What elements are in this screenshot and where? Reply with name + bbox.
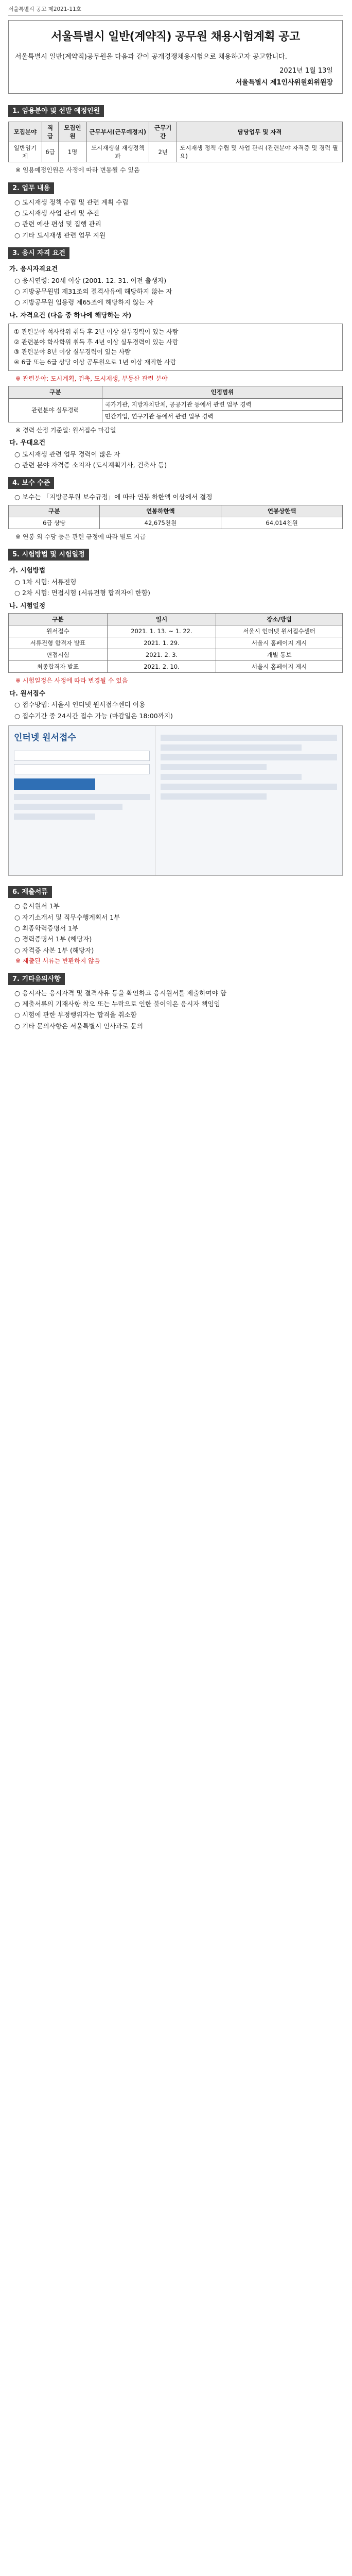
placeholder-row [14,804,122,810]
table-row [9,142,343,162]
placeholder-row [161,735,337,741]
list-item: ① 관련분야 석사학위 취득 후 2년 이상 실무경력이 있는 사람 [14,328,179,336]
qualification-box [8,324,343,371]
section-heading-1: 1. 임용분야 및 선발 예정인원 [8,105,104,117]
table-cell: 서울시 홈페이지 게시 [216,661,343,673]
placeholder-field [14,751,150,761]
subsection-title: 나. 시험일정 [9,601,45,609]
section-heading-4: 4. 보수 수준 [8,477,54,489]
list-item: ○ 시험에 관한 부정행위자는 합격을 취소함 [14,1011,137,1019]
table-row [9,637,343,649]
table-cell: 면접시험 [9,649,108,661]
table-row [9,517,343,529]
list-item: ○ 제출서류의 기재사항 착오 또는 누락으로 인한 불이익은 응시자 책임임 [14,999,220,1008]
section-heading-3: 3. 응시 자격 요건 [8,247,69,259]
list-item: ○ 2차 시험: 면접시험 (서류전형 합격자에 한함) [14,589,150,597]
schedule-table [8,613,343,673]
experience-table [8,386,343,422]
list-item: ② 관련분야 학사학위 취득 후 4년 이상 실무경력이 있는 사람 [14,338,179,346]
table-header: 모집인원 [59,122,86,142]
placeholder-row [14,794,150,800]
list-item: ○ 도시재생 사업 관리 및 추진 [14,209,99,217]
list-item: ○ 접수기간 중 24시간 접수 가능 (마감일은 18:00까지) [14,711,173,720]
table-row [9,661,343,673]
table-cell: 42,675천원 [100,517,221,529]
table-cell: 도시재생 정책 수립 및 사업 관리 (관련분야 자격증 및 경력 필요) [177,142,343,162]
table-header: 모집분야 [9,122,42,142]
table-cell: 관련분야 실무경력 [9,398,102,422]
list-item: ○ 응시자는 응시자격 및 결격사유 등을 확인하고 응시원서를 제출하여야 함 [14,989,226,997]
table-row [9,649,343,661]
list-item: ○ 경력증명서 1부 (해당자) [14,935,92,943]
table-cell: 일반임기제 [9,142,42,162]
placeholder-row [161,793,267,800]
section-heading-2: 2. 업무 내용 [8,182,54,194]
table-header: 연봉상한액 [221,505,343,517]
list-item: ○ 지방공무원 임용령 제65조에 해당하지 않는 자 [14,298,154,307]
table-cell: 6급 [42,142,59,162]
recruitment-table [8,122,343,162]
table-note: ※ 임용예정인원은 사정에 따라 변동될 수 있음 [15,166,140,174]
table-note: ※ 연봉 외 수당 등은 관련 규정에 따라 별도 지급 [15,533,146,540]
list-item: ○ 응시원서 1부 [14,902,60,910]
table-header: 담당업무 및 자격 [177,122,343,142]
screenshot-login-panel [9,726,155,875]
table-header: 장소/방법 [216,613,343,625]
list-item: ○ 관련 분야 자격증 소지자 (도시계획기사, 건축사 등) [14,461,167,469]
document-page [0,0,352,1031]
list-item: ④ 6급 또는 6급 상당 이상 공무원으로 1년 이상 재직한 사람 [14,358,177,366]
subsection-title: 다. 우대요건 [9,438,45,447]
list-item: ○ 기타 문의사항은 서울특별시 인사과로 문의 [14,1022,143,1030]
list-item: ○ 지방공무원법 제31조의 결격사유에 해당하지 않는 자 [14,287,172,296]
table-cell: 2021. 2. 10. [107,661,216,673]
subsection-title: 나. 자격요건 (다음 중 하나에 해당하는 자) [9,311,132,319]
placeholder-row [161,774,302,780]
list-item: ○ 자격증 사본 1부 (해당자) [14,946,94,954]
placeholder-row [161,744,302,751]
table-cell: 서울시 인터넷 원서접수센터 [216,625,343,637]
table-header: 일시 [107,613,216,625]
table-cell: 2021. 1. 29. [107,637,216,649]
salary-text: ○ 보수는 「지방공무원 보수규정」에 따라 연봉 하한액 이상에서 결정 [14,493,213,501]
table-header: 근무부서(근무예정지) [86,122,149,142]
salary-table [8,505,343,529]
related-field-note: ※ 관련분야: 도시계획, 건축, 도시재생, 부동산 관련 분야 [15,375,168,382]
placeholder-button [14,778,95,790]
table-cell: 2021. 2. 3. [107,649,216,661]
list-item: ○ 자기소개서 및 직무수행계획서 1부 [14,913,120,921]
placeholder-row [161,754,337,760]
table-header: 구분 [9,613,108,625]
table-row [9,625,343,637]
subsection-title: 가. 시험방법 [9,566,45,574]
table-header: 직급 [42,122,59,142]
table-cell: 민간기업, 연구기관 등에서 관련 업무 경력 [102,410,342,422]
table-cell: 국가기관, 지방자치단체, 공공기관 등에서 관련 업무 경력 [102,398,342,410]
site-logo: 인터넷 원서접수 [14,733,76,743]
table-cell: 6급 상당 [9,517,100,529]
table-header: 연봉하한액 [100,505,221,517]
screenshot-content-panel [155,726,342,875]
table-cell: 개별 통보 [216,649,343,661]
intro-text: 서울특별시 일반(계약직)공무원을 다음과 같이 공개경쟁채용시험으로 채용하고자 공고합니다. [15,53,287,61]
list-item: ③ 관련분야 8년 이상 실무경력이 있는 사람 [14,348,131,356]
table-header: 인정범위 [102,386,342,398]
table-cell: 서류전형 합격자 발표 [9,637,108,649]
table-cell: 도시재생실 재생정책과 [86,142,149,162]
table-cell: 64,014천원 [221,517,343,529]
table-cell: 원서접수 [9,625,108,637]
table-header: 구분 [9,505,100,517]
list-item: ○ 도시재생 관련 업무 경력이 많은 자 [14,450,120,458]
document-header-line: 서울특별시 공고 제2021-11호 [8,5,343,16]
table-cell: 1명 [59,142,86,162]
schedule-note: ※ 시험일정은 사정에 따라 변경될 수 있음 [15,677,128,685]
list-item: ○ 최종학력증명서 1부 [14,924,79,932]
documents-note: ※ 제출된 서류는 반환하지 않음 [15,957,100,965]
section-heading-6: 6. 제출서류 [8,886,52,898]
application-site-screenshot [8,725,343,876]
placeholder-field [14,764,150,774]
list-item: ○ 1차 시험: 서류전형 [14,578,77,586]
announcement-date: 2021년 1월 13일 [279,66,333,75]
issuing-organization: 서울특별시 제1인사위원회위원장 [235,78,333,87]
subsection-title: 가. 응시자격요건 [9,265,58,273]
section-heading-7: 7. 기타유의사항 [8,973,65,985]
document-title: 서울특별시 일반(계약직) 공무원 채용시험계획 공고 [51,30,300,43]
placeholder-row [161,784,337,790]
table-cell: 2021. 1. 13. ~ 1. 22. [107,625,216,637]
list-item: ○ 접수방법: 서울시 인터넷 원서접수센터 이용 [14,701,146,709]
table-header: 구분 [9,386,102,398]
table-cell: 서울시 홈페이지 게시 [216,637,343,649]
table-row [9,398,343,410]
placeholder-row [14,814,95,820]
table-header: 근무기간 [149,122,177,142]
placeholder-row [161,764,267,770]
section-heading-5: 5. 시험방법 및 시험일정 [8,549,89,561]
list-item: ○ 기타 도시재생 관련 업무 지원 [14,231,105,239]
announcement-header [8,20,343,94]
subsection-title: 다. 원서접수 [9,689,45,697]
list-item: ○ 도시재생 정책 수립 및 관련 계획 수립 [14,198,129,206]
table-note: ※ 경력 산정 기준일: 원서접수 마감일 [15,426,116,434]
table-cell: 2년 [149,142,177,162]
list-item: ○ 응시연령: 20세 이상 (2001. 12. 31. 이전 출생자) [14,276,167,284]
table-cell: 최종합격자 발표 [9,661,108,673]
list-item: ○ 관련 예산 편성 및 집행 관리 [14,220,101,228]
